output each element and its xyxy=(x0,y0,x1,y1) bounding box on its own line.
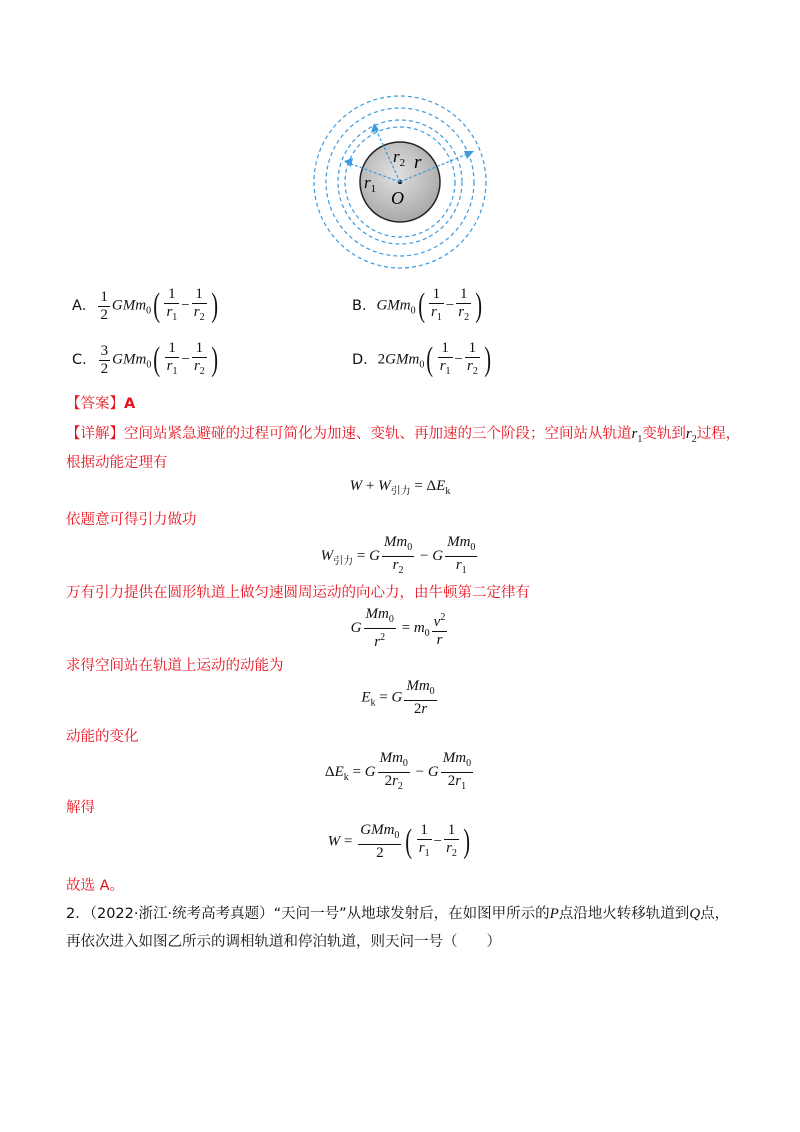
option-b[interactable] xyxy=(352,286,484,326)
detail-line-2: 根据动能定理有 xyxy=(66,455,168,471)
equation-1: $W + W_{引力} = \Delta E_k$ xyxy=(349,478,451,497)
label-r2: $r_2$ xyxy=(393,147,406,169)
label-O: O xyxy=(391,188,404,208)
option-d-formula: 2GMm$_0$( $\frac{1}{r_1}$ − $\frac{1}{r_2}$ ) xyxy=(377,340,491,378)
orbit-figure xyxy=(300,92,500,282)
question-2-number: 2． xyxy=(66,906,90,922)
option-a[interactable] xyxy=(72,286,220,326)
equation-2: $W_{引力} = G$ $\frac{Mm_0}{r_2}$ − G $\frac{Mm_0}{r_1}$ xyxy=(320,534,476,576)
equation-6: W = $\frac{GMm_0}{2}$ ( $\frac{1}{r_1}$ − $\frac{1}{r_2}$ ) xyxy=(327,822,470,861)
option-b-formula: GMm$_0$( $\frac{1}{r_1}$ − $\frac{1}{r_2}$ ) xyxy=(376,286,483,324)
arrowhead-r1 xyxy=(344,158,353,167)
option-a-formula: $\frac{1}{2}$ GMm$_0$( $\frac{1}{r_1}$ − $\frac{1}{r_2}$ ) xyxy=(100,286,218,324)
arrowhead-r xyxy=(464,151,474,159)
label-r: r xyxy=(414,152,422,173)
detail-tag: 【详解】 xyxy=(66,426,124,442)
option-d[interactable] xyxy=(352,340,493,380)
question-2-line-1: 2．（2022·浙江·统考高考真题）“天问一号”从地球发射后，在如图甲所示的P点沿地火转移轨道到Q点， xyxy=(66,906,730,922)
detail-line-7: 解得 xyxy=(66,800,95,816)
detail-line-5: 求得空间站在轨道上运动的动能为 xyxy=(66,658,284,674)
answer-value: A xyxy=(124,396,136,412)
option-b-label: B． xyxy=(352,298,377,314)
answer-tag: 【答案】 xyxy=(66,396,124,412)
detail-line-1: 【详解】空间站紧急避碰的过程可简化为加速、变轨、再加速的三个阶段；空间站从轨道$r_1$变轨到$r_2$过程， xyxy=(66,426,741,445)
option-c-label: C． xyxy=(72,352,97,368)
detail-line-3: 依题意可得引力做功 xyxy=(66,512,197,528)
equation-5: $\Delta E_k = G$ $\frac{Mm_0}{2r_2}$ − G $\frac{Mm_0}{2r_1}$ xyxy=(324,750,472,792)
equation-3: G $\frac{Mm_0}{r^2}$ = $m_0$ $\frac{v^2}{r}$ xyxy=(350,606,446,650)
question-2-line-2: 再依次进入如图乙所示的调相轨道和停泊轨道，则天问一号（ ） xyxy=(66,934,501,950)
detail-line-6: 动能的变化 xyxy=(66,729,139,745)
option-c[interactable] xyxy=(72,340,220,380)
detail-line-8: 故选 A。 xyxy=(66,878,125,894)
detail-line-4: 万有引力提供在圆形轨道上做匀速圆周运动的向心力，由牛顿第二定律有 xyxy=(66,585,530,601)
answer-line xyxy=(66,394,135,414)
option-d-label: D． xyxy=(352,352,378,368)
equation-4: $E_k = G$ $\frac{Mm_0}{2r}$ xyxy=(361,678,435,717)
option-a-label: A． xyxy=(72,298,97,314)
label-r1: $r_1$ xyxy=(364,173,377,195)
option-c-formula: $\frac{3}{2}$ GMm$_0$( $\frac{1}{r_1}$ − $\frac{1}{r_2}$ ) xyxy=(100,340,218,378)
question-2-source: （2022·浙江·统考高考真题） xyxy=(89,906,274,922)
